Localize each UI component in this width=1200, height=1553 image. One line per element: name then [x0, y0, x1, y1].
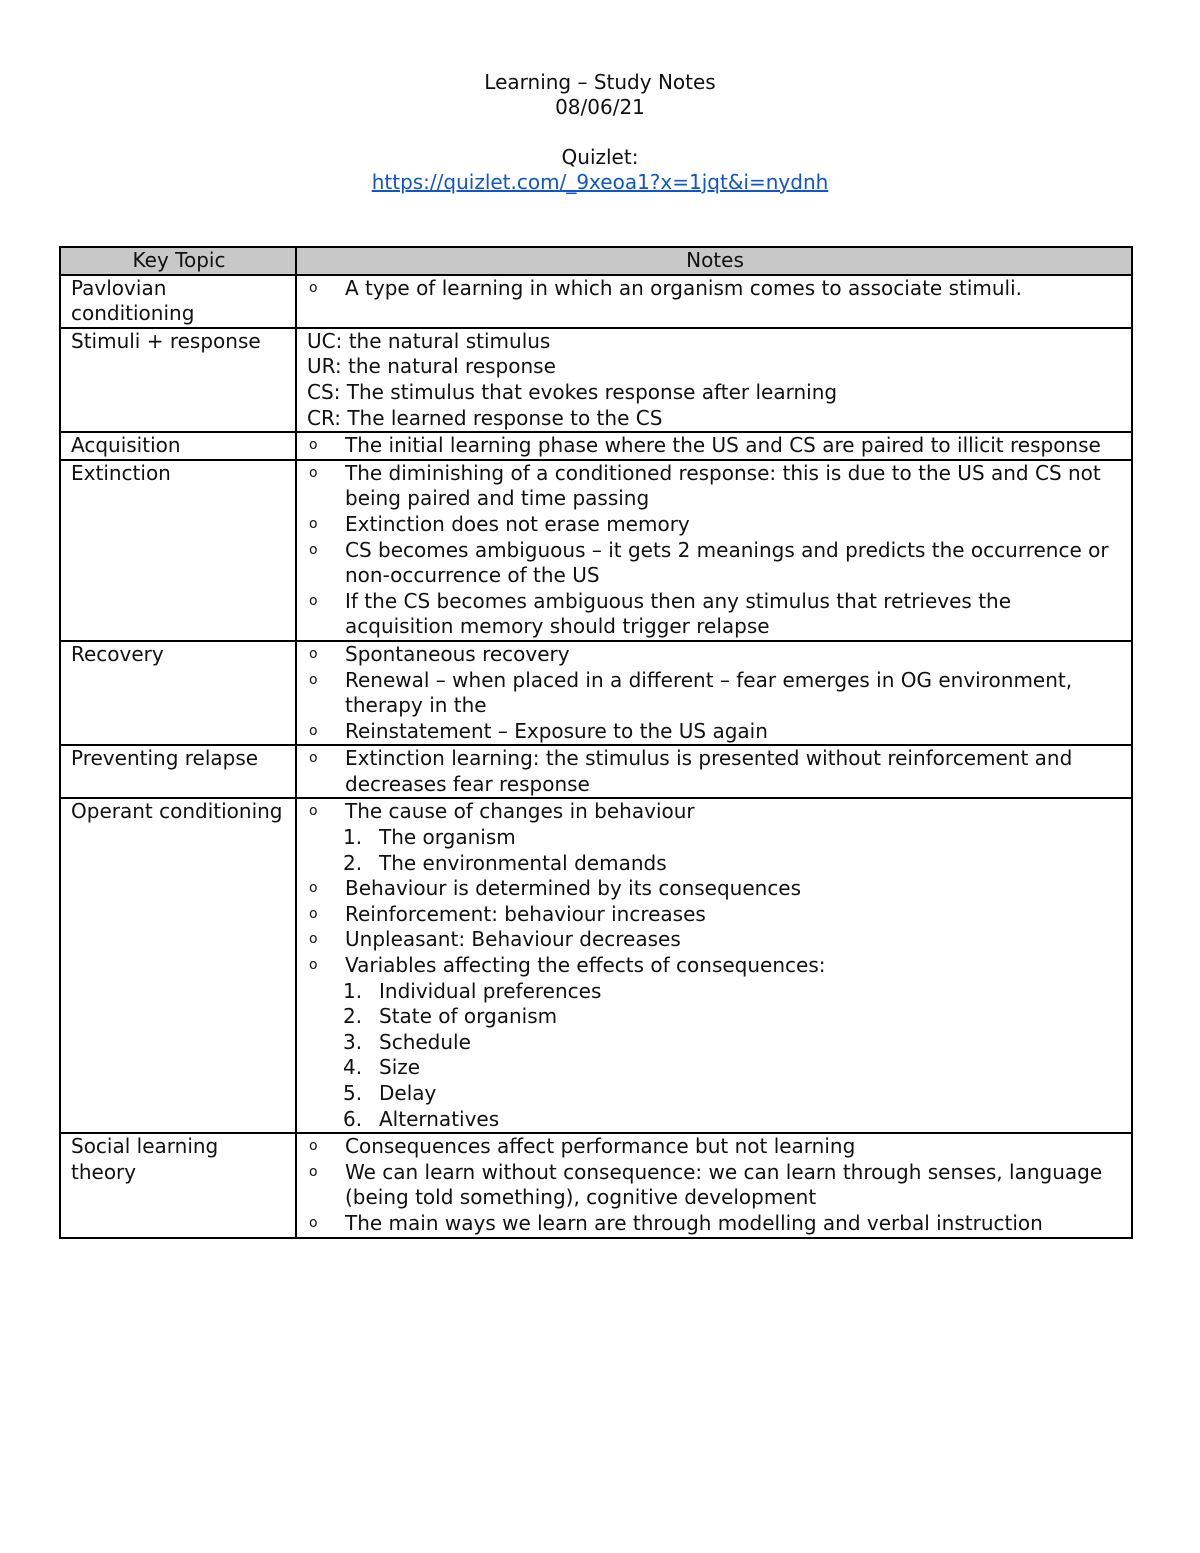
note-line: UR: the natural response [307, 354, 556, 379]
notes-cell [296, 275, 1132, 328]
bullet-text: The cause of changes in behaviour [345, 799, 695, 824]
bullet-marker-icon: o [309, 1138, 318, 1155]
bullet-item [307, 719, 1123, 745]
numbered-item [307, 1107, 1123, 1133]
bullet-text: Unpleasant: Behaviour decreases [345, 927, 681, 952]
notes-cell [296, 798, 1132, 1133]
bullet-text: The main ways we learn are through modelling and verbal instruction [345, 1210, 1043, 1235]
notes-cell [296, 1133, 1132, 1237]
numbered-text: Schedule [379, 1029, 471, 1054]
bullet-item [307, 902, 1123, 928]
document-title: Learning – Study Notes [484, 70, 716, 94]
bullet-marker-icon: o [309, 541, 318, 558]
item-number: 6. [343, 1106, 363, 1131]
bullet-marker-icon: o [309, 645, 318, 662]
bullet-text: A type of learning in which an organism comes to associate stimuli. [345, 275, 1023, 300]
bullet-text: Spontaneous recovery [345, 641, 570, 666]
bullet-item [307, 642, 1123, 668]
notes-cell [296, 460, 1132, 641]
bullet-marker-icon: o [309, 957, 318, 974]
bullet-marker-icon: o [309, 1214, 318, 1231]
bullet-item [307, 276, 1123, 302]
bullet-item [307, 538, 1123, 589]
bullet-item [307, 876, 1123, 902]
item-number: 3. [343, 1029, 363, 1054]
bullet-marker-icon: o [309, 905, 318, 922]
bullet-marker-icon: o [309, 464, 318, 481]
numbered-item [307, 1055, 1123, 1081]
key-topic-cell: Social learning theory [60, 1133, 296, 1237]
numbered-item [307, 1004, 1123, 1030]
bullet-marker-icon: o [309, 722, 318, 739]
bullet-marker-icon: o [309, 931, 318, 948]
note-line: CR: The learned response to the CS [307, 405, 663, 430]
numbered-text: Alternatives [379, 1106, 500, 1131]
bullet-item [307, 953, 1123, 979]
bullet-text: Reinforcement: behaviour increases [345, 901, 706, 926]
bullet-marker-icon: o [309, 671, 318, 688]
table-row [60, 745, 1132, 798]
key-topic-cell: Pavlovian conditioning [60, 275, 296, 328]
table-row [60, 798, 1132, 1133]
item-number: 4. [343, 1055, 363, 1080]
bullet-item [307, 1160, 1123, 1211]
notes-cell [296, 328, 1132, 432]
numbered-text: State of organism [379, 1004, 558, 1029]
numbered-text: Delay [379, 1081, 437, 1105]
key-topic-cell: Recovery [60, 641, 296, 745]
key-topic-cell: Acquisition [60, 432, 296, 460]
bullet-item [307, 927, 1123, 953]
bullet-marker-icon: o [309, 279, 318, 296]
key-topic-cell: Stimuli + response [60, 328, 296, 432]
study-notes-table [59, 246, 1133, 1239]
numbered-item [307, 1030, 1123, 1056]
table-row [60, 432, 1132, 460]
bullet-text: Extinction does not erase memory [345, 511, 690, 536]
item-number: 2. [343, 1004, 363, 1029]
key-topic-cell: Preventing relapse [60, 745, 296, 798]
bullet-text: CS becomes ambiguous – it gets 2 meanings and predicts the occurrence or non-occurrence of the US [345, 537, 1109, 588]
numbered-item [307, 825, 1123, 851]
bullet-item [307, 799, 1123, 825]
table-row [60, 460, 1132, 641]
numbered-item [307, 979, 1123, 1005]
notes-cell [296, 641, 1132, 745]
table-row [60, 1133, 1132, 1237]
item-number: 5. [343, 1081, 363, 1105]
table-row [60, 641, 1132, 745]
numbered-item [307, 1081, 1123, 1107]
bullet-item [307, 668, 1123, 719]
bullet-item [307, 746, 1123, 797]
bullet-item [307, 1134, 1123, 1160]
bullet-text: Renewal – when placed in a different – fear emerges in OG environment, therapy in the [345, 667, 1073, 718]
bullet-marker-icon: o [309, 803, 318, 820]
bullet-marker-icon: o [309, 592, 318, 609]
table-body [60, 275, 1132, 1238]
bullet-text: Consequences affect performance but not learning [345, 1134, 856, 1159]
bullet-text: If the CS becomes ambiguous then any stimulus that retrieves the acquisition memory should trigger relapse [345, 588, 1012, 639]
document-header [0, 70, 1200, 195]
header-key-topic: Key Topic [60, 247, 296, 275]
notes-cell [296, 432, 1132, 460]
header-notes: Notes [296, 247, 1132, 275]
quizlet-label: Quizlet: [561, 145, 639, 169]
bullet-marker-icon: o [309, 437, 318, 454]
bullet-marker-icon: o [309, 1163, 318, 1180]
note-line: CS: The stimulus that evokes response after learning [307, 379, 838, 404]
numbered-text: Individual preferences [379, 978, 602, 1003]
key-topic-cell: Extinction [60, 460, 296, 641]
item-number: 2. [343, 850, 363, 875]
table-header-row [60, 247, 1132, 275]
table-row [60, 275, 1132, 328]
bullet-text: The diminishing of a conditioned response: this is due to the US and CS not being paired and time passing [345, 460, 1101, 511]
bullet-item [307, 461, 1123, 512]
document-date: 08/06/21 [555, 95, 645, 119]
table-row [60, 328, 1132, 432]
bullet-marker-icon: o [309, 880, 318, 897]
bullet-text: The initial learning phase where the US and CS are paired to illicit response [345, 433, 1101, 458]
quizlet-link[interactable]: https://quizlet.com/_9xeoa1?x=1jqt&i=nydnh [371, 170, 829, 194]
bullet-item [307, 1211, 1123, 1237]
bullet-text: Extinction learning: the stimulus is presented without reinforcement and decreases fear response [345, 746, 1073, 796]
note-line: UC: the natural stimulus [307, 328, 551, 353]
bullet-text: Reinstatement – Exposure to the US again [345, 718, 768, 743]
bullet-marker-icon: o [309, 515, 318, 532]
bullet-text: Behaviour is determined by its consequences [345, 876, 802, 901]
bullet-item [307, 433, 1123, 459]
bullet-text: Variables affecting the effects of consequences: [345, 953, 826, 978]
notes-cell [296, 745, 1132, 798]
item-number: 1. [343, 825, 363, 850]
numbered-text: The organism [379, 825, 516, 850]
numbered-text: Size [379, 1055, 421, 1080]
numbered-text: The environmental demands [379, 850, 667, 875]
header-spacer [0, 120, 1200, 145]
item-number: 1. [343, 978, 363, 1003]
numbered-item [307, 851, 1123, 877]
bullet-item [307, 512, 1123, 538]
key-topic-cell: Operant conditioning [60, 798, 296, 1133]
bullet-item [307, 589, 1123, 640]
bullet-text: We can learn without consequence: we can learn through senses, language (being told something), cognitive development [345, 1159, 1103, 1210]
bullet-marker-icon: o [309, 750, 318, 767]
